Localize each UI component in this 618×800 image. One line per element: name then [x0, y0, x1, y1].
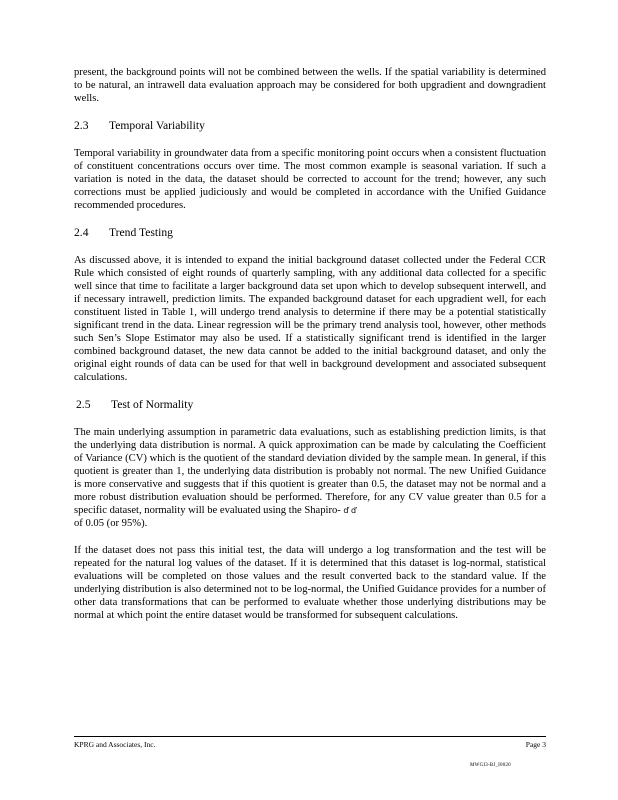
paragraph-normality-1	[74, 426, 546, 530]
footer-divider	[74, 736, 546, 737]
section-number: 2.5	[76, 398, 91, 411]
footer-company: KPRG and Associates, Inc.	[74, 740, 156, 749]
garbled-glyphs: ď ď	[340, 506, 357, 515]
body-content	[74, 66, 546, 636]
section-title: Test of Normality	[111, 398, 194, 411]
section-number: 2.3	[74, 119, 89, 132]
paragraph-temporal-variability: Temporal variability in groundwater data from a specific monitoring point occurs when a consistent fluctuation of constituent concentrations occurs over time. The most common example is seasonal variation. If such a variation is noted in the data, the dataset should be corrected to account for the trend; however, any such corrections must be applied judiciously and would be completed in accordance with the Unified Guidance recommended procedures.	[74, 148, 546, 211]
normality-text: The main underlying assumption in parametric data evaluations, such as establishing prediction limits, is that the underlying data distribution is normal. A quick approximation can be made by calculating the Coefficient of Variance (CV) which is the quotient of the standard deviation divided by the sample mean. In general, if this quotient is greater than 1, the underlying data distribution is probably not normal. The new Unified Guidance is more conservative and suggests that if this quotient is greater than 0.5, the dataset may not be normal and a more robust distribution evaluation should be performed. Therefore, for any CV value greater than 0.5 for a specific dataset, normality will be evaluated using the Shapiro-	[74, 427, 546, 516]
paragraph-normality-2: If the dataset does not pass this initial test, the data will undergo a log transformation and the test will be repeated for the natural log values of the dataset. If it is determined that this dataset is log-normal, statistical evaluations will be completed on those values and the result converted back to the standard value. If the underlying distribution is also determined not to be log-normal, the Unified Guidance provides for a number of other data transformations that can be performed to evaluate whether those underlying distributions may be normal at which point the entire dataset would be transformed for subsequent calculations.	[74, 545, 546, 621]
paragraph-intro: present, the background points will not be combined between the wells. If the spatial variability is determined to be natural, an intrawell data evaluation approach may be considered for both upgradient and downgradient wells.	[74, 67, 546, 104]
section-heading-2-3	[74, 119, 546, 133]
section-heading-2-4	[74, 226, 546, 240]
normality-text-end: of 0.05 (or 95%).	[74, 518, 148, 529]
paragraph-trend-testing: As discussed above, it is intended to expand the initial background dataset collected under the Federal CCR Rule which consisted of eight rounds of quarterly sampling, with any additional data collected for a specific well since that time to facilitate a larger background data set upon which to develop subsequent interwell, and if necessary intrawell, prediction limits. The expanded background dataset for each upgradient well, for each constituent listed in Table 1, will undergo trend analysis to determine if there may be a potential statistically significant trend in the data. Linear regression will be the primary trend analysis tool, however, other methods such Sen’s Slope Estimator may also be used. If a statistically significant trend is identified in the larger combined background dataset, the new data cannot be added to the initial background dataset, and only the original eight rounds of data can be used for that well in background development and associated subsequent calculations.	[74, 255, 546, 383]
section-number: 2.4	[74, 226, 89, 239]
section-title: Temporal Variability	[109, 119, 205, 132]
footer-page-number: Page 3	[525, 740, 546, 749]
document-code: MWGI3-BJ_I0020	[470, 763, 511, 768]
section-heading-2-5	[76, 398, 546, 412]
section-title: Trend Testing	[109, 226, 173, 239]
